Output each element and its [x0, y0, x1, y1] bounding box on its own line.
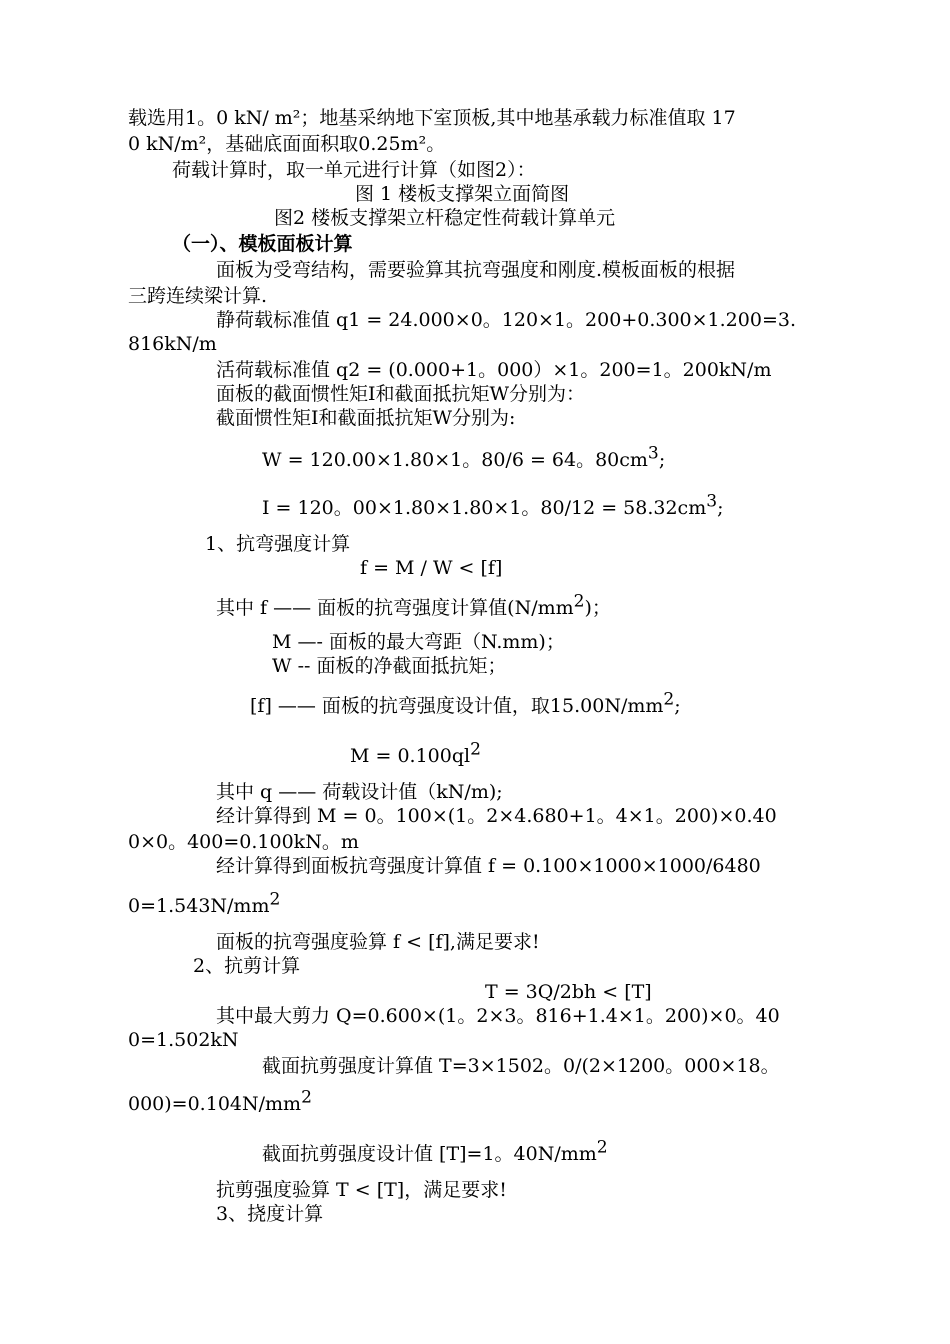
text-line: M —- 面板的最大弯距（N.mm)； — [272, 631, 565, 653]
formula-line: f = M / W < [f] — [360, 557, 503, 579]
text-span: 截面抗剪强度设计值 [T]=1。40N/mm — [262, 1143, 597, 1165]
text-line: 0=1.502kN — [128, 1029, 239, 1051]
text-line: 面板的抗弯强度验算 f < [f],满足要求! — [216, 931, 540, 953]
superscript: 2 — [596, 1137, 608, 1158]
text-line: 0 kN/m²，基础底面面积取0.25m²。 — [128, 133, 446, 155]
section-heading: （一）、模板面板计算 — [172, 233, 353, 255]
text-line — [128, 889, 281, 918]
subsection-heading: 3、挠度计算 — [216, 1203, 324, 1225]
superscript: 3 — [647, 443, 659, 464]
text-span: ; — [674, 695, 681, 717]
superscript: 2 — [269, 889, 281, 910]
text-span: [f] —— 面板的抗弯强度设计值，取15.00N/mm — [250, 695, 664, 717]
text-line: 面板为受弯结构，需要验算其抗弯强度和刚度.模板面板的根据 — [216, 259, 736, 281]
text-line: 截面惯性矩I和截面抵抗矩W分别为: — [216, 407, 516, 429]
text-line — [216, 591, 611, 620]
text-line: 抗剪强度验算 T < [T]，满足要求! — [216, 1179, 507, 1201]
text-line: 其中 q —— 荷载设计值（kN/m); — [216, 781, 503, 803]
text-line: 经计算得到面板抗弯强度计算值 f = 0.100×1000×1000/6480 — [216, 855, 761, 877]
text-line: 截面抗剪强度计算值 T=3×1502。0/(2×1200。000×18。 — [262, 1055, 780, 1077]
superscript: 2 — [301, 1087, 312, 1108]
text-line: 荷载计算时，取一单元进行计算（如图2）： — [172, 159, 536, 181]
text-line: 经计算得到 M = 0。100×(1。2×4.680+1。4×1。200)×0.40 — [216, 805, 777, 827]
formula-line: T = 3Q/2bh < [T] — [485, 981, 652, 1003]
text-line — [262, 1137, 608, 1166]
formula-line — [262, 491, 724, 520]
text-span: )； — [584, 597, 611, 619]
figure-caption: 图 1 楼板支撑架立面简图 — [355, 183, 570, 205]
superscript: 3 — [706, 491, 718, 512]
superscript: 2 — [663, 689, 675, 710]
formula-text: M = 0.100ql — [350, 745, 471, 767]
formula-text: ; — [658, 449, 666, 471]
superscript: 2 — [470, 739, 481, 760]
formula-line — [350, 739, 481, 768]
text-line — [128, 1087, 312, 1116]
text-line: 0×0。400=0.100kN。m — [128, 831, 359, 853]
text-line: 816kN/m — [128, 333, 217, 355]
text-line: 活荷载标准值 q2 = (0.000+1。000）×1。200=1。200kN/m — [216, 359, 772, 381]
text-line: 载选用1。0 kN/ m²；地基采纳地下室顶板,其中地基承载力标准值取 17 — [128, 107, 736, 129]
text-span: 0=1.543N/mm — [128, 895, 270, 917]
formula-text: I = 120。00×1.80×1.80×1。80/12 = 58.32cm — [262, 497, 707, 519]
text-line: 三跨连续梁计算. — [128, 285, 268, 307]
text-line: 静荷载标准值 q1 = 24.000×0。120×1。200+0.300×1.200=3. — [216, 309, 796, 331]
text-line: 其中最大剪力 Q=0.600×(1。2×3。816+1.4×1。200)×0。40 — [216, 1005, 780, 1027]
text-line: W -- 面板的净截面抵抗矩； — [272, 655, 507, 677]
text-span: 000)=0.104N/mm — [128, 1093, 302, 1115]
formula-text: W = 120.00×1.80×1。80/6 = 64。80cm — [262, 449, 648, 471]
text-line: 面板的截面惯性矩I和截面抵抗矩W分别为： — [216, 383, 586, 405]
superscript: 2 — [573, 591, 585, 612]
formula-line — [262, 443, 666, 472]
text-line — [250, 689, 681, 718]
subsection-heading: 2、抗剪计算 — [193, 955, 301, 977]
figure-caption: 图2 楼板支撑架立杆稳定性荷载计算单元 — [274, 207, 616, 229]
formula-text: ; — [717, 497, 724, 519]
subsection-heading: 1、抗弯强度计算 — [205, 533, 351, 555]
text-span: 其中 f —— 面板的抗弯强度计算值(N/mm — [216, 597, 574, 619]
